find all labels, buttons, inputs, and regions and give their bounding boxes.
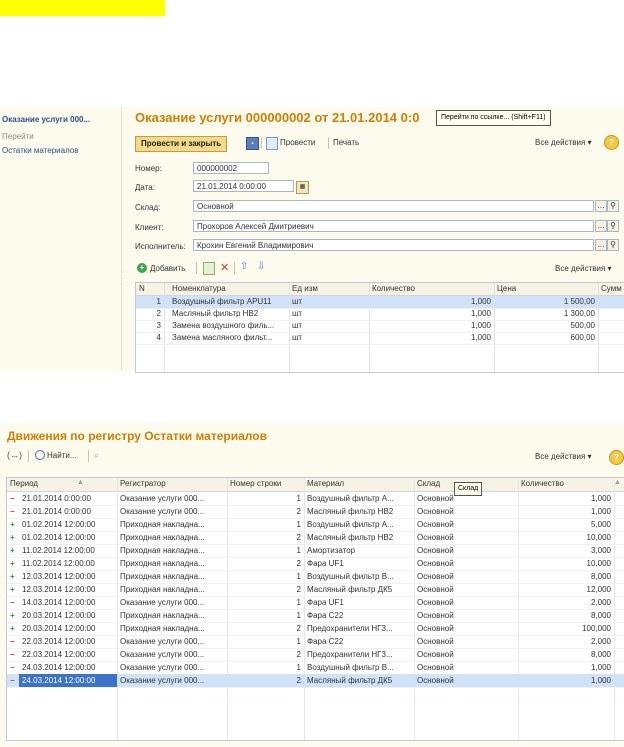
income-icon: + [10, 559, 15, 568]
yellow-highlight [0, 0, 165, 16]
register-row[interactable] [7, 674, 624, 688]
column-header-period[interactable]: Период [10, 479, 39, 488]
row-line-number: 2 [296, 507, 301, 516]
row-quantity: 8,000 [590, 650, 611, 659]
row-quantity: 100,000 [582, 624, 611, 633]
post-button[interactable]: Провести [280, 138, 316, 147]
table-all-actions-menu[interactable]: Все действия ▾ [555, 264, 612, 273]
expense-icon: − [10, 650, 15, 659]
nav-title[interactable]: Оказание услуги 000... [2, 115, 91, 124]
column-header-line[interactable]: Номер строки [230, 479, 282, 488]
row-warehouse: Основной [417, 533, 454, 542]
row-warehouse: Основной [417, 520, 454, 529]
row-line-number: 2 [296, 585, 301, 594]
row-period: 22.03.2014 12:00:00 [22, 637, 96, 646]
column-header-quantity[interactable]: Количество [521, 479, 564, 488]
row-line-number: 2 [296, 559, 301, 568]
row-line-number: 1 [296, 611, 301, 620]
row-period: 01.02.2014 12:00:00 [22, 520, 96, 529]
column-header-item[interactable]: Номенклатура [172, 284, 226, 293]
add-button[interactable]: Добавить [150, 264, 186, 273]
row-registrar: Оказание услуги 000... [120, 494, 205, 503]
warehouse-field[interactable]: Основной [193, 200, 594, 212]
row-price: 500,00 [570, 321, 595, 330]
row-registrar: Оказание услуги 000... [120, 663, 205, 672]
toolbar-divider [328, 137, 329, 149]
nav-goto-label: Перейти [2, 132, 34, 141]
row-price: 1 300,00 [563, 309, 595, 318]
row-quantity: 3,000 [590, 546, 611, 555]
row-item: Замена воздушного филь... [172, 321, 275, 330]
column-header-sum[interactable]: Сумм [601, 284, 622, 293]
cancel-search-icon[interactable]: ⌕ [94, 450, 100, 460]
post-document-icon[interactable] [266, 137, 278, 150]
row-unit: шт [292, 309, 303, 318]
number-label: Номер: [135, 164, 162, 173]
performer-open-icon[interactable]: ⚲ [607, 239, 619, 251]
search-icon[interactable] [35, 450, 45, 460]
row-period: 14.03.2014 12:00:00 [22, 598, 96, 607]
warehouse-open-icon[interactable]: ⚲ [607, 200, 619, 212]
register-row[interactable] [7, 544, 624, 558]
register-row[interactable] [7, 648, 624, 662]
delete-row-icon[interactable]: ✕ [220, 262, 230, 274]
row-unit: шт [292, 297, 303, 306]
row-registrar: Приходная накладна... [120, 546, 205, 555]
client-select-button[interactable]: … [597, 221, 605, 230]
row-period: 21.01.2014 0:00:00 [22, 507, 91, 516]
row-unit: шт [292, 333, 303, 342]
row-warehouse: Основной [417, 663, 454, 672]
client-open-icon[interactable]: ⚲ [607, 220, 619, 232]
warehouse-tooltip: Склад [454, 482, 482, 496]
row-material: Фара С22 [307, 611, 344, 620]
row-period: 20.03.2014 12:00:00 [22, 611, 96, 620]
row-quantity: 1,000 [470, 309, 491, 318]
row-period: 11.02.2014 12:00:00 [22, 559, 95, 568]
row-warehouse: Основной [417, 507, 454, 516]
table-row[interactable] [136, 332, 624, 345]
row-quantity: 5,000 [590, 520, 611, 529]
register-row[interactable] [7, 635, 624, 649]
post-and-close-button[interactable]: Провести и закрыть [135, 136, 227, 152]
row-unit: шт [292, 321, 303, 330]
expense-icon: − [10, 494, 15, 503]
row-item: Масляный фильтр HB2 [172, 309, 259, 318]
expense-icon: − [10, 507, 15, 516]
warehouse-select-button[interactable]: … [597, 201, 605, 210]
income-icon: + [10, 611, 15, 620]
scroll-up-arrow-icon[interactable]: ▲ [614, 479, 621, 486]
date-field[interactable]: 21.01.2014 0:00:00 [193, 180, 294, 192]
register-row[interactable] [7, 583, 624, 597]
row-item: Воздушный фильтр APU11 [172, 297, 272, 306]
add-icon[interactable]: + [137, 263, 147, 273]
column-header-material[interactable]: Материал [307, 479, 345, 488]
row-period: 12.03.2014 12:00:00 [22, 585, 96, 594]
row-quantity: 2,000 [590, 637, 611, 646]
row-quantity: 1,000 [470, 321, 491, 330]
toolbar-divider [261, 137, 262, 149]
toolbar-divider [196, 262, 197, 274]
performer-select-button[interactable]: … [597, 240, 605, 249]
services-table [135, 282, 624, 373]
row-quantity: 8,000 [590, 572, 611, 581]
row-registrar: Оказание услуги 000... [120, 637, 205, 646]
income-icon: + [10, 585, 15, 594]
row-quantity: 10,000 [586, 533, 611, 542]
row-warehouse: Основной [417, 559, 454, 568]
register-row[interactable] [7, 622, 624, 636]
row-number: 1 [156, 297, 161, 306]
performer-field[interactable]: Крохин Евгений Владимирович [193, 239, 594, 251]
row-warehouse: Основной [417, 585, 454, 594]
row-registrar: Приходная накладна... [120, 585, 205, 594]
row-quantity: 1,000 [590, 676, 611, 685]
date-label: Дата: [135, 183, 155, 192]
row-quantity: 8,000 [590, 611, 611, 620]
client-field[interactable]: Прохоров Алексей Дмитриевич [193, 220, 594, 232]
toolbar-divider [88, 450, 89, 462]
toolbar-divider [234, 262, 235, 274]
page-title: Оказание услуги 000000002 от 21.01.2014 0:0 [135, 110, 420, 125]
row-number: 4 [156, 333, 161, 342]
register-row[interactable] [7, 570, 624, 584]
expense-icon: − [10, 676, 15, 685]
row-line-number: 1 [296, 663, 301, 672]
row-warehouse: Основной [417, 676, 454, 685]
expense-icon: − [10, 598, 15, 607]
calendar-icon[interactable]: ▦ [296, 181, 309, 194]
column-header-qty[interactable]: Количество [372, 284, 415, 293]
row-registrar: Приходная накладна... [120, 611, 205, 620]
row-material: Воздушный фильтр А... [307, 520, 394, 529]
toolbar-divider [28, 450, 29, 462]
row-line-number: 2 [296, 533, 301, 542]
client-label: Клиент: [135, 223, 164, 232]
row-material: Масляный фильтр ДК5 [307, 585, 393, 594]
warehouse-label: Склад: [135, 203, 161, 212]
row-material: Предохранители НГ3... [307, 624, 393, 633]
help-icon[interactable]: ? [604, 135, 619, 150]
row-period: 20.03.2014 12:00:00 [22, 624, 96, 633]
row-registrar: Приходная накладна... [120, 520, 205, 529]
row-registrar: Приходная накладна... [120, 533, 205, 542]
column-header-warehouse[interactable]: Склад [417, 479, 441, 488]
row-warehouse: Основной [417, 637, 454, 646]
income-icon: + [10, 533, 15, 542]
row-material: Фара UF1 [307, 559, 344, 568]
row-warehouse: Основной [417, 650, 454, 659]
register-table [6, 477, 624, 741]
income-icon: + [10, 572, 15, 581]
column-header-unit[interactable]: Ед изм [292, 284, 318, 293]
number-field[interactable]: 000000002 [193, 162, 269, 174]
move-up-icon[interactable]: ⇧ [240, 261, 249, 272]
row-quantity: 1,000 [470, 297, 491, 306]
register-row[interactable] [7, 661, 624, 675]
goto-link-tooltip: Перейти по ссылке... (Shift+F11) [436, 110, 551, 126]
register-table-header [7, 478, 624, 492]
row-warehouse: Основной [417, 572, 454, 581]
row-line-number: 1 [296, 520, 301, 529]
row-registrar: Приходная накладна... [120, 572, 205, 581]
panel-splitter-handle[interactable]: · · · · [121, 269, 124, 294]
row-registrar: Приходная накладна... [120, 559, 205, 568]
row-line-number: 2 [296, 650, 301, 659]
all-actions-menu[interactable]: Все действия ▾ [535, 138, 592, 147]
row-number: 2 [156, 309, 161, 318]
income-icon: + [10, 520, 15, 529]
register-row[interactable] [7, 505, 624, 519]
row-item: Замена масляного фильт... [172, 333, 273, 342]
print-button[interactable]: Печать [333, 138, 360, 147]
row-period: 22.03.2014 12:00:00 [22, 650, 96, 659]
row-material: Воздушный фильтр В... [307, 572, 394, 581]
row-quantity: 12,000 [586, 585, 611, 594]
row-warehouse: Основной [417, 624, 454, 633]
column-header-registrar[interactable]: Регистратор [120, 479, 166, 488]
nav-link-material-balances[interactable]: Остатки материалов [2, 146, 79, 155]
row-registrar: Приходная накладна... [120, 624, 205, 633]
row-material: Масляный фильтр HB2 [307, 507, 394, 516]
register-row[interactable] [7, 557, 624, 571]
register-title: Движения по регистру Остатки материалов [7, 429, 267, 443]
register-row[interactable] [7, 531, 624, 545]
row-material: Масляный фильтр ДК5 [307, 676, 393, 685]
register-row[interactable] [7, 492, 624, 506]
row-period: 21.01.2014 0:00:00 [22, 494, 91, 503]
row-material: Фара С22 [307, 637, 344, 646]
row-period: 24.03.2014 12:00:00 [22, 663, 96, 672]
row-period: 12.03.2014 12:00:00 [22, 572, 96, 581]
copy-row-icon[interactable] [203, 262, 215, 275]
row-line-number: 1 [296, 546, 301, 555]
register-row[interactable] [7, 518, 624, 532]
row-material: Воздушный фильтр А... [307, 494, 394, 503]
row-material: Фара UF1 [307, 598, 344, 607]
row-price: 1 500,00 [563, 297, 595, 306]
row-line-number: 2 [296, 676, 301, 685]
row-price: 600,00 [570, 333, 595, 342]
row-quantity: 2,000 [590, 598, 611, 607]
performer-label: Исполнитель: [135, 242, 186, 251]
find-button[interactable]: Найти... [47, 451, 77, 460]
income-icon: + [10, 624, 15, 633]
register-all-actions-menu[interactable]: Все действия ▾ [535, 452, 592, 461]
row-material: Воздушный фильтр В... [307, 663, 394, 672]
row-registrar: Оказание услуги 000... [120, 507, 205, 516]
row-quantity: 1,000 [470, 333, 491, 342]
expense-icon: − [10, 637, 15, 646]
help-icon[interactable]: ? [609, 450, 624, 465]
row-line-number: 1 [296, 598, 301, 607]
row-warehouse: Основной [417, 494, 454, 503]
row-quantity: 1,000 [590, 494, 611, 503]
register-row[interactable] [7, 596, 624, 610]
row-line-number: 1 [296, 572, 301, 581]
row-period: 24.03.2014 12:00:00 [19, 674, 117, 687]
save-icon[interactable]: ▪ [246, 137, 259, 150]
row-period: 01.02.2014 12:00:00 [22, 533, 96, 542]
row-warehouse: Основной [417, 611, 454, 620]
period-range-icon[interactable]: (↔) [7, 450, 22, 460]
sort-ascending-icon[interactable]: ▲ [77, 479, 84, 486]
row-quantity: 1,000 [590, 507, 611, 516]
row-warehouse: Основной [417, 598, 454, 607]
table-header [136, 283, 624, 296]
row-quantity: 10,000 [586, 559, 611, 568]
row-period: 11.02.2014 12:00:00 [22, 546, 95, 555]
row-registrar: Оказание услуги 000... [120, 676, 205, 685]
row-material: Предохранители НГ3... [307, 650, 393, 659]
row-registrar: Оказание услуги 000... [120, 650, 205, 659]
income-icon: + [10, 546, 15, 555]
row-material: Масляный фильтр HB2 [307, 533, 394, 542]
move-down-icon[interactable]: ⇩ [257, 261, 266, 272]
row-material: Амортизатор [307, 546, 356, 555]
row-line-number: 1 [296, 494, 301, 503]
row-registrar: Оказание услуги 000... [120, 598, 205, 607]
row-quantity: 1,000 [590, 663, 611, 672]
column-header-n[interactable]: N [139, 284, 145, 293]
row-line-number: 1 [296, 637, 301, 646]
row-warehouse: Основной [417, 546, 454, 555]
column-header-price[interactable]: Цена [497, 284, 517, 293]
row-number: 3 [156, 321, 161, 330]
register-row[interactable] [7, 609, 624, 623]
expense-icon: − [10, 663, 15, 672]
row-line-number: 2 [296, 624, 301, 633]
